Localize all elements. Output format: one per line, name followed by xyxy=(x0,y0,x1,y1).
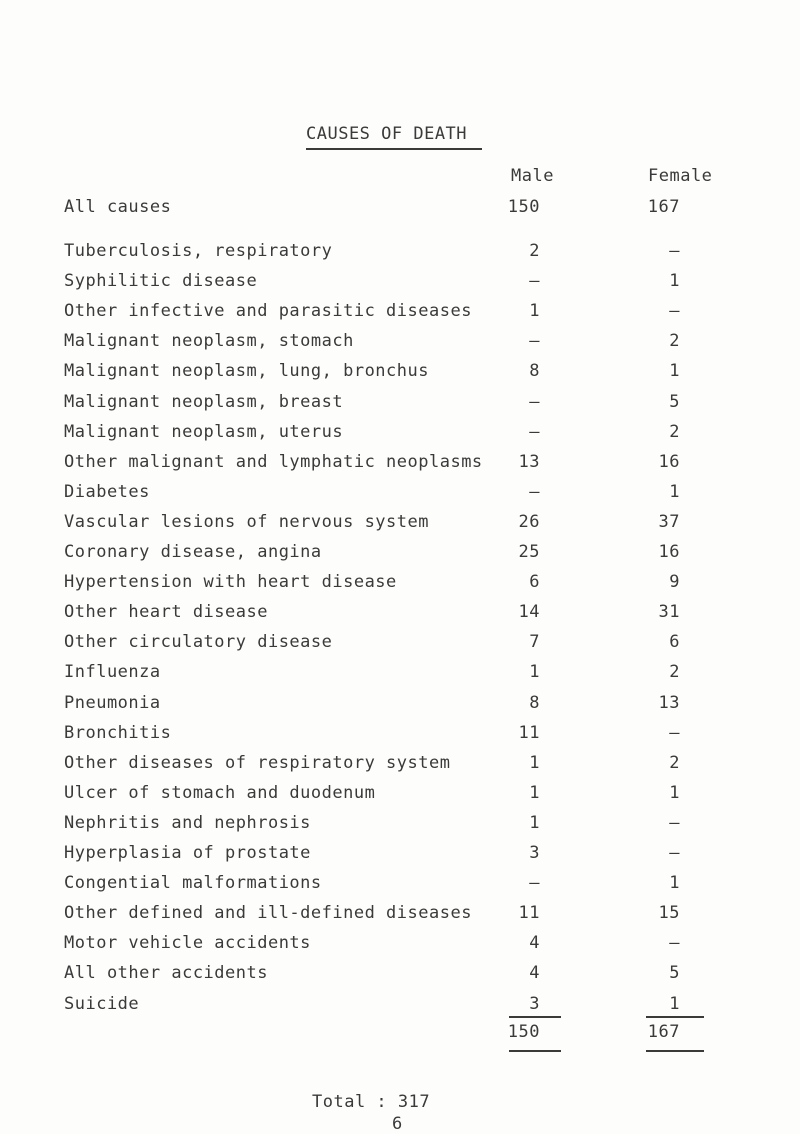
row-female-value: 1 xyxy=(669,271,680,291)
row-label: Malignant neoplasm, uterus xyxy=(64,422,344,442)
table-row xyxy=(0,422,800,452)
row-female-value: 9 xyxy=(669,572,680,592)
row-female-value: — xyxy=(669,301,680,321)
table-row xyxy=(0,873,800,903)
row-male-value: 11 xyxy=(518,723,540,743)
row-female-value: 1 xyxy=(669,783,680,803)
row-female-value: 1 xyxy=(669,482,680,502)
table-row xyxy=(0,753,800,783)
row-male-value: 8 xyxy=(529,361,540,381)
table-row xyxy=(0,512,800,542)
totals-rule-female-top xyxy=(646,1016,704,1018)
table-row xyxy=(0,963,800,993)
row-male-value: — xyxy=(529,271,540,291)
row-male-value: 1 xyxy=(529,753,540,773)
row-female-value: — xyxy=(669,813,680,833)
row-female-value: 5 xyxy=(669,392,680,412)
total-male: 150 xyxy=(507,1022,540,1042)
row-male-value: — xyxy=(529,331,540,351)
row-male-value: 4 xyxy=(529,963,540,983)
total-female: 167 xyxy=(647,1022,680,1042)
table-row xyxy=(0,843,800,873)
table-row xyxy=(0,903,800,933)
row-label: Other diseases of respiratory system xyxy=(64,753,451,773)
row-female-value: 1 xyxy=(669,994,680,1014)
row-label: Malignant neoplasm, lung, bronchus xyxy=(64,361,429,381)
row-female-value: — xyxy=(669,933,680,953)
row-male-value: 11 xyxy=(518,903,540,923)
row-male-value: 25 xyxy=(518,542,540,562)
row-label: Diabetes xyxy=(64,482,150,502)
row-female-value: 1 xyxy=(669,873,680,893)
row-male-value: — xyxy=(529,482,540,502)
row-male-value: — xyxy=(529,392,540,412)
table-row xyxy=(0,632,800,662)
row-female-value: 16 xyxy=(658,452,680,472)
row-female-value: — xyxy=(669,723,680,743)
row-male-value: 1 xyxy=(529,662,540,682)
column-header-male: Male xyxy=(511,166,554,186)
table-row xyxy=(0,994,800,1024)
row-male-value: 3 xyxy=(529,994,540,1014)
totals-rule-female-bottom xyxy=(646,1050,704,1052)
row-label: Hypertension with heart disease xyxy=(64,572,397,592)
row-male-value: 8 xyxy=(529,693,540,713)
row-label: Coronary disease, angina xyxy=(64,542,322,562)
table-row xyxy=(0,331,800,361)
row-female-value: 13 xyxy=(658,693,680,713)
row-male-value: 1 xyxy=(529,813,540,833)
column-header-female: Female xyxy=(648,166,713,186)
row-label: Other infective and parasitic diseases xyxy=(64,301,472,321)
table-row xyxy=(0,693,800,723)
row-female-value: 167 xyxy=(647,197,680,217)
table-row xyxy=(0,271,800,301)
row-label: Ulcer of stomach and duodenum xyxy=(64,783,376,803)
table-row xyxy=(0,602,800,632)
row-male-value: 1 xyxy=(529,301,540,321)
row-male-value: 150 xyxy=(507,197,540,217)
row-label: Syphilitic disease xyxy=(64,271,258,291)
row-female-value: 2 xyxy=(669,422,680,442)
title-underline xyxy=(306,148,482,150)
row-label: Suicide xyxy=(64,994,140,1014)
row-female-value: 2 xyxy=(669,662,680,682)
table-row xyxy=(0,723,800,753)
totals-rule-male-bottom xyxy=(509,1050,561,1052)
row-label: All causes xyxy=(64,197,172,217)
row-male-value: 1 xyxy=(529,783,540,803)
row-female-value: 15 xyxy=(658,903,680,923)
row-male-value: — xyxy=(529,873,540,893)
row-female-value: — xyxy=(669,843,680,863)
row-label: Congential malformations xyxy=(64,873,322,893)
row-female-value: 2 xyxy=(669,753,680,773)
table-row xyxy=(0,241,800,271)
row-female-value: 5 xyxy=(669,963,680,983)
row-female-value: 1 xyxy=(669,361,680,381)
table-row xyxy=(0,301,800,331)
row-label: Other heart disease xyxy=(64,602,268,622)
row-label: Malignant neoplasm, breast xyxy=(64,392,344,412)
row-label: Pneumonia xyxy=(64,693,161,713)
row-label: Other circulatory disease xyxy=(64,632,333,652)
table-row xyxy=(0,572,800,602)
row-female-value: 31 xyxy=(658,602,680,622)
row-label: Nephritis and nephrosis xyxy=(64,813,311,833)
row-label: Other defined and ill-defined diseases xyxy=(64,903,472,923)
row-label: Other malignant and lymphatic neoplasms xyxy=(64,452,483,472)
table-row xyxy=(0,813,800,843)
all-causes-row xyxy=(0,197,800,227)
table-row xyxy=(0,933,800,963)
table-row xyxy=(0,361,800,391)
page-title: CAUSES OF DEATH xyxy=(306,124,468,144)
grand-total: Total : 317 xyxy=(312,1092,431,1112)
row-label: Influenza xyxy=(64,662,161,682)
row-label: Bronchitis xyxy=(64,723,172,743)
row-male-value: 3 xyxy=(529,843,540,863)
row-label: Hyperplasia of prostate xyxy=(64,843,311,863)
table-row xyxy=(0,542,800,572)
totals-row xyxy=(0,1022,800,1052)
table-row xyxy=(0,482,800,512)
row-female-value: 2 xyxy=(669,331,680,351)
totals-rule-male-top xyxy=(509,1016,561,1018)
row-label: All other accidents xyxy=(64,963,268,983)
row-male-value: 13 xyxy=(518,452,540,472)
table-row xyxy=(0,392,800,422)
table-row xyxy=(0,662,800,692)
table-row xyxy=(0,452,800,482)
row-male-value: — xyxy=(529,422,540,442)
row-female-value: 6 xyxy=(669,632,680,652)
row-male-value: 6 xyxy=(529,572,540,592)
row-label: Motor vehicle accidents xyxy=(64,933,311,953)
row-male-value: 26 xyxy=(518,512,540,532)
row-male-value: 4 xyxy=(529,933,540,953)
table-row xyxy=(0,783,800,813)
row-label: Vascular lesions of nervous system xyxy=(64,512,429,532)
row-label: Malignant neoplasm, stomach xyxy=(64,331,354,351)
row-male-value: 14 xyxy=(518,602,540,622)
row-male-value: 7 xyxy=(529,632,540,652)
row-female-value: — xyxy=(669,241,680,261)
row-label: Tuberculosis, respiratory xyxy=(64,241,333,261)
row-male-value: 2 xyxy=(529,241,540,261)
row-female-value: 37 xyxy=(658,512,680,532)
page-number: 6 xyxy=(392,1114,403,1134)
row-female-value: 16 xyxy=(658,542,680,562)
